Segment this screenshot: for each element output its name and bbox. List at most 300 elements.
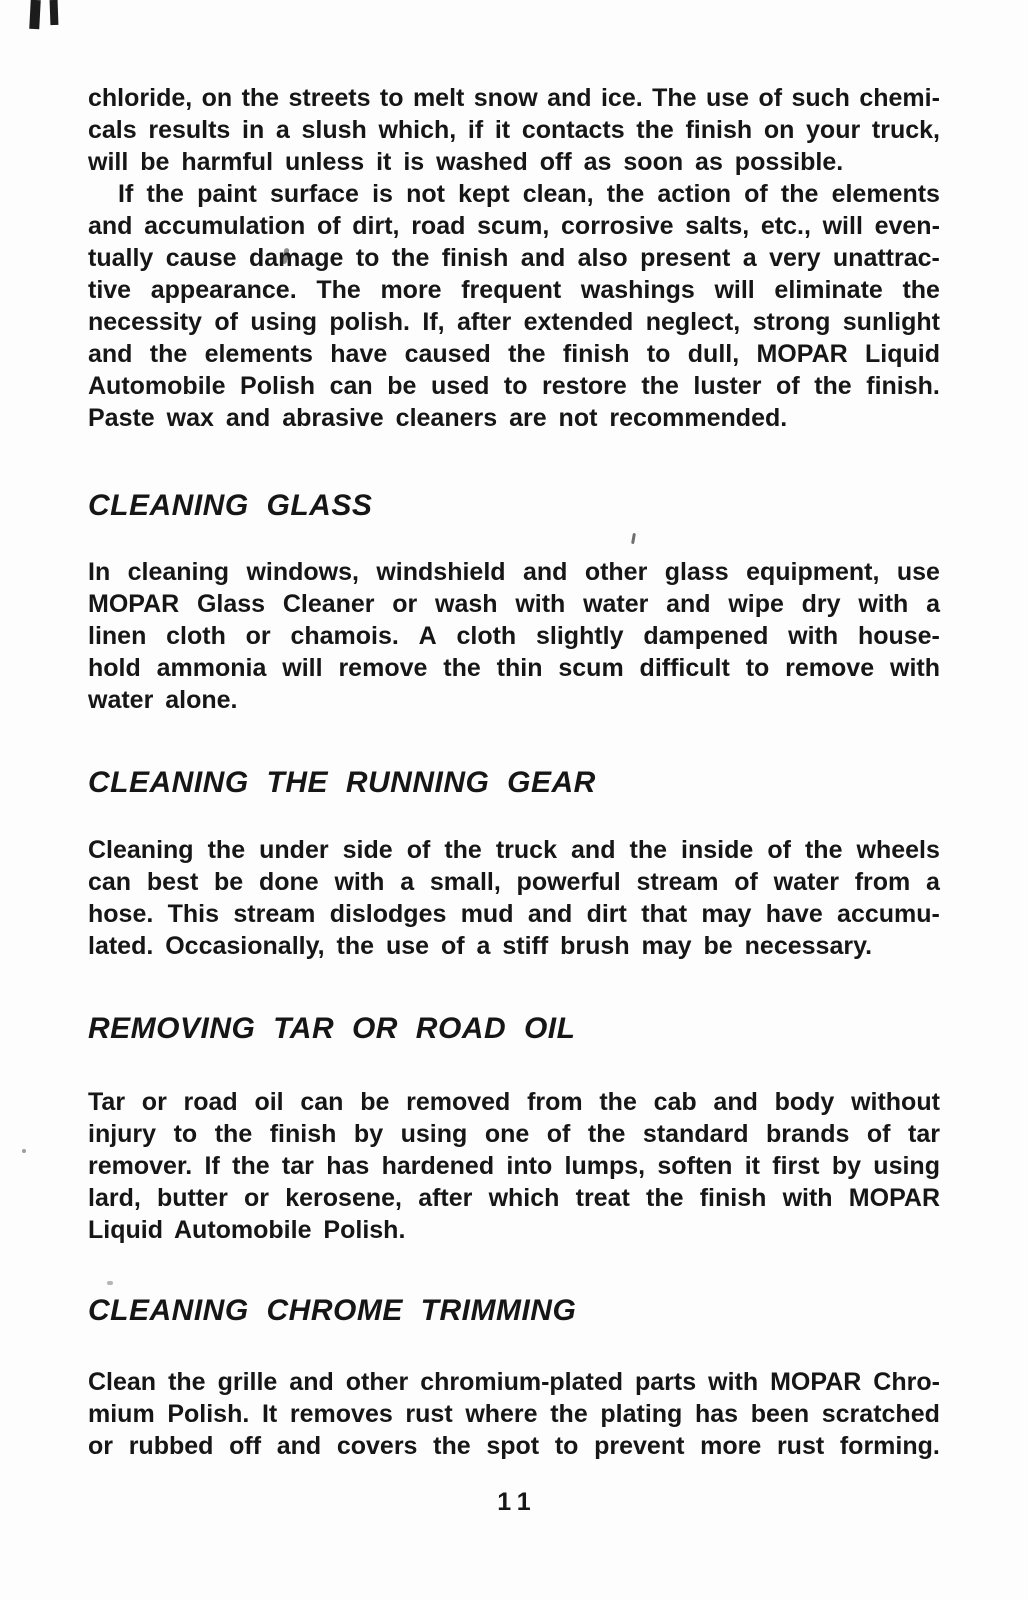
word: it — [494, 116, 511, 144]
word: the — [804, 836, 843, 864]
word: the — [168, 1368, 206, 1396]
word: with — [708, 1368, 759, 1396]
text-line — [88, 114, 940, 146]
section-heading: CLEANING CHROME TRIMMING — [88, 1294, 577, 1327]
word: the — [636, 116, 674, 144]
word: in — [242, 116, 265, 144]
word: the — [444, 836, 482, 864]
word: into — [506, 1152, 553, 1180]
word: wheels — [856, 836, 940, 864]
word: after — [418, 1184, 473, 1212]
word: will — [822, 212, 863, 240]
word: sunlight — [842, 308, 940, 336]
word: that — [641, 900, 688, 928]
word: with — [858, 590, 909, 618]
word: It — [261, 1400, 278, 1428]
section-paragraphs — [88, 82, 940, 434]
word: rust — [776, 1432, 825, 1460]
word: elements — [831, 180, 940, 208]
word: a — [926, 868, 940, 896]
word: if — [467, 116, 484, 144]
word: of — [406, 836, 431, 864]
word: can — [88, 868, 132, 896]
word: first — [772, 1152, 820, 1180]
text-line — [88, 242, 940, 274]
text-line: lated. Occasionally, the use of a stiff brush may be necessary. — [88, 932, 873, 960]
word: road — [183, 1088, 238, 1116]
word: with — [515, 590, 566, 618]
word: accumu- — [837, 900, 940, 928]
word: the — [902, 276, 940, 304]
word: covers — [336, 1432, 418, 1460]
word: A — [418, 622, 437, 650]
word: Glass — [196, 590, 266, 618]
word: by — [831, 1152, 861, 1180]
word: Polish — [240, 372, 316, 400]
word: the — [587, 1120, 626, 1148]
word: house- — [857, 622, 940, 650]
word: strong — [752, 308, 831, 336]
word: or — [244, 1184, 270, 1212]
word: water — [773, 868, 839, 896]
ink-speck — [107, 1281, 113, 1285]
word: using — [873, 1152, 940, 1180]
word: from — [527, 1088, 583, 1116]
word: finish — [685, 116, 753, 144]
word: soften — [657, 1152, 733, 1180]
word: your — [806, 116, 861, 144]
word: dirt, — [352, 212, 400, 240]
word: to — [745, 654, 770, 682]
word: of — [758, 84, 783, 112]
word: the — [146, 180, 184, 208]
word: can — [329, 372, 373, 400]
word: and — [527, 900, 573, 928]
word: snow — [473, 84, 538, 112]
text-line — [88, 274, 940, 306]
word: cab — [653, 1088, 697, 1116]
word: finish — [269, 1120, 337, 1148]
word: Automobile — [88, 372, 226, 400]
word: If, — [422, 308, 445, 336]
word: streets — [288, 84, 371, 112]
word: Tar — [88, 1088, 126, 1116]
text-line — [88, 178, 940, 210]
word: Polish. — [167, 1400, 250, 1428]
text-line — [88, 1430, 940, 1462]
word: extended — [523, 308, 634, 336]
word: of — [734, 868, 758, 896]
word: cause — [165, 244, 237, 272]
word: the — [508, 340, 546, 368]
word: or — [141, 1088, 167, 1116]
section-heading: REMOVING TAR OR ROAD OIL — [88, 1012, 576, 1045]
word: remove — [338, 654, 428, 682]
word: chemi- — [859, 84, 940, 112]
word: hold — [88, 654, 141, 682]
binding-mark-icon — [29, 0, 41, 29]
word: luster — [693, 372, 762, 400]
word: or — [88, 1432, 113, 1460]
word: using — [400, 1120, 468, 1148]
ink-speck — [22, 1149, 26, 1153]
word: side — [342, 836, 393, 864]
word: done — [258, 868, 319, 896]
word: very — [769, 244, 821, 272]
word: other — [345, 1368, 409, 1396]
word: wipe — [728, 590, 784, 618]
word: the — [629, 836, 668, 864]
word: can — [300, 1088, 344, 1116]
word: not — [406, 180, 445, 208]
word: a — [400, 868, 415, 896]
word: The — [316, 276, 361, 304]
word: of — [214, 308, 238, 336]
word: such — [791, 84, 850, 112]
word: of — [316, 212, 341, 240]
word: Cleaning — [88, 836, 194, 864]
word: slightly — [536, 622, 624, 650]
text-line — [88, 588, 940, 620]
word: chamois. — [290, 622, 399, 650]
word: appearance. — [150, 276, 297, 304]
word: wash — [435, 590, 498, 618]
word: with — [788, 622, 839, 650]
word: the — [241, 84, 280, 112]
word: This — [167, 900, 220, 928]
word: be — [387, 372, 417, 400]
word: thin — [496, 654, 543, 682]
word: the — [443, 654, 481, 682]
word: use — [896, 558, 940, 586]
word: melt — [412, 84, 465, 112]
word: unattrac- — [832, 244, 940, 272]
word: and — [88, 212, 133, 240]
word: linen — [88, 622, 147, 650]
word: and — [571, 836, 616, 864]
word: a — [275, 116, 290, 144]
word: tar — [908, 1120, 940, 1148]
word: from — [854, 868, 911, 896]
word: of — [767, 836, 791, 864]
text-line: Liquid Automobile Polish. — [88, 1216, 406, 1244]
word: finish — [562, 340, 630, 368]
word: hardened — [381, 1152, 495, 1180]
text-line — [88, 898, 940, 930]
word: Clean — [88, 1368, 157, 1396]
word: dirt — [586, 900, 627, 928]
word: neglect, — [645, 308, 741, 336]
word: corrosive — [561, 212, 674, 240]
word: MOPAR — [88, 590, 180, 618]
word: stream — [233, 900, 316, 928]
text-line — [88, 834, 940, 866]
word: used — [430, 372, 490, 400]
word: MOPAR — [770, 1368, 862, 1396]
word: butter — [157, 1184, 228, 1212]
word: kerosene, — [285, 1184, 402, 1212]
text-line — [88, 1150, 940, 1182]
word: etc., — [760, 212, 811, 240]
word: chloride, — [88, 84, 193, 112]
word: chromium-plated — [420, 1368, 624, 1396]
word: other — [584, 558, 648, 586]
text-line — [88, 82, 940, 114]
text-line — [88, 1182, 940, 1214]
word: the — [232, 1152, 270, 1180]
word: necessity — [88, 308, 202, 336]
word: stream — [636, 868, 719, 896]
word: which, — [378, 116, 457, 144]
word: the — [646, 1184, 684, 1212]
word: powerful — [516, 868, 621, 896]
word: more — [700, 1432, 762, 1460]
word: on — [201, 84, 233, 112]
word: dry — [801, 590, 841, 618]
word: scratched — [821, 1400, 940, 1428]
section-paragraphs — [88, 834, 940, 962]
word: mium — [88, 1400, 155, 1428]
word: windows, — [246, 558, 359, 586]
word: the — [641, 372, 679, 400]
binding-mark-icon — [50, 0, 59, 25]
word: a — [742, 244, 757, 272]
word: spot — [486, 1432, 540, 1460]
word: cleaning — [127, 558, 230, 586]
word: hose. — [88, 900, 154, 928]
word: off — [229, 1432, 262, 1460]
word: the — [550, 1400, 588, 1428]
word: after — [456, 308, 512, 336]
text-line — [88, 1366, 940, 1398]
word: brands — [766, 1120, 850, 1148]
word: have — [330, 340, 388, 368]
word: which — [488, 1184, 560, 1212]
word: present — [640, 244, 731, 272]
text-line — [88, 370, 940, 402]
word: the — [214, 1120, 253, 1148]
word: parts — [635, 1368, 697, 1396]
word: Chro- — [873, 1368, 940, 1396]
text-line: water alone. — [88, 686, 238, 714]
word: one — [484, 1120, 530, 1148]
word: to — [379, 84, 404, 112]
word: remover. — [88, 1152, 193, 1180]
section-heading: CLEANING THE RUNNING GEAR — [88, 766, 596, 799]
word: using — [250, 308, 318, 336]
word: the — [606, 180, 645, 208]
word: without — [851, 1088, 940, 1116]
word: under — [259, 836, 329, 864]
word: with — [782, 1184, 833, 1212]
word: of — [776, 372, 800, 400]
word: body — [774, 1088, 835, 1116]
word: If — [118, 180, 134, 208]
word: forming. — [839, 1432, 940, 1460]
word: contacts — [521, 116, 625, 144]
word: windshield — [376, 558, 506, 586]
section-paragraphs — [88, 1086, 940, 1246]
word: a — [926, 590, 940, 618]
word: finish. — [866, 372, 940, 400]
word: it — [744, 1152, 760, 1180]
word: eliminate — [774, 276, 883, 304]
text-line — [88, 1086, 940, 1118]
word: surface — [269, 180, 359, 208]
text-line — [88, 306, 940, 338]
word: by — [353, 1120, 384, 1148]
word: results — [148, 116, 231, 144]
word: treat — [575, 1184, 630, 1212]
word: clean, — [522, 180, 594, 208]
word: be — [214, 868, 244, 896]
text-line — [88, 338, 940, 370]
word: finish — [699, 1184, 767, 1212]
word: and — [522, 558, 568, 586]
word: the — [599, 1088, 637, 1116]
word: and — [88, 340, 133, 368]
word: standard — [642, 1120, 749, 1148]
word: to — [173, 1120, 198, 1148]
word: rust — [405, 1400, 453, 1428]
word: frequent — [461, 276, 562, 304]
word: paint — [197, 180, 257, 208]
word: road — [411, 212, 466, 240]
word: best — [146, 868, 199, 896]
word: of — [546, 1120, 571, 1148]
word: ice. — [600, 84, 643, 112]
word: with — [334, 868, 385, 896]
word: been — [750, 1400, 810, 1428]
section-paragraphs — [88, 1366, 940, 1462]
word: injury — [88, 1120, 157, 1148]
stray-ink-tick — [631, 533, 636, 544]
word: slush — [301, 116, 367, 144]
text-line — [88, 556, 940, 588]
word: will — [714, 276, 755, 304]
text-line: will be harmful unless it is washed off as soon as possible. — [88, 148, 844, 176]
word: even- — [874, 212, 940, 240]
text-line: Paste wax and abrasive cleaners are not recommended. — [88, 404, 788, 432]
word: has — [326, 1152, 370, 1180]
word: MOPAR — [848, 1184, 940, 1212]
word: prevent — [594, 1432, 685, 1460]
text-line — [88, 866, 940, 898]
word: the — [149, 340, 188, 368]
word: accumulation — [144, 212, 306, 240]
word: with — [890, 654, 940, 682]
word: water — [583, 590, 649, 618]
word: to — [503, 372, 528, 400]
word: removed — [406, 1088, 511, 1116]
word: on — [763, 116, 795, 144]
word: will — [282, 654, 323, 682]
word: be — [360, 1088, 390, 1116]
word: lard, — [88, 1184, 141, 1212]
word: lumps, — [564, 1152, 646, 1180]
word: elements — [204, 340, 313, 368]
word: the — [814, 372, 852, 400]
word: plating — [600, 1400, 683, 1428]
word: kept — [458, 180, 510, 208]
word: to — [646, 340, 671, 368]
word: remove — [785, 654, 875, 682]
word: is — [372, 180, 393, 208]
text-line — [88, 620, 940, 652]
word: dampened — [643, 622, 769, 650]
word: of — [744, 180, 768, 208]
word: salts, — [685, 212, 750, 240]
word: tually — [88, 244, 154, 272]
word: also — [577, 244, 628, 272]
word: where — [465, 1400, 538, 1428]
text-line — [88, 1118, 940, 1150]
word: of — [866, 1120, 891, 1148]
word: grille — [217, 1368, 278, 1396]
word: tive — [88, 276, 132, 304]
word: and — [666, 590, 711, 618]
word: to — [355, 244, 380, 272]
word: or — [245, 622, 271, 650]
word: may — [701, 900, 752, 928]
word: The — [652, 84, 697, 112]
word: the — [207, 836, 246, 864]
word: scum, — [477, 212, 550, 240]
text-line — [88, 652, 940, 684]
text-line — [88, 1398, 940, 1430]
word: action — [657, 180, 731, 208]
word: and — [547, 84, 592, 112]
word: MOPAR — [756, 340, 848, 368]
word: has — [694, 1400, 739, 1428]
word: ammonia — [156, 654, 267, 682]
word: washings — [580, 276, 695, 304]
word: cals — [88, 116, 137, 144]
word: cloth — [456, 622, 517, 650]
word: more — [380, 276, 442, 304]
word: scum — [558, 654, 624, 682]
word: equipment, — [746, 558, 880, 586]
word: dislodges — [329, 900, 447, 928]
word: and — [520, 244, 566, 272]
word: cloth — [166, 622, 226, 650]
word: the — [391, 244, 430, 272]
word: and — [713, 1088, 758, 1116]
word: damage — [248, 244, 344, 272]
word: and — [276, 1432, 322, 1460]
word: use — [705, 84, 750, 112]
word: truck — [495, 836, 557, 864]
word: and — [289, 1368, 334, 1396]
word: the — [433, 1432, 471, 1460]
word: Liquid — [865, 340, 940, 368]
word: have — [765, 900, 823, 928]
word: finish — [441, 244, 509, 272]
word: rubbed — [128, 1432, 214, 1460]
word: truck, — [871, 116, 940, 144]
word: removes — [289, 1400, 393, 1428]
word: In — [88, 558, 111, 586]
word: restore — [542, 372, 627, 400]
section-paragraphs — [88, 556, 940, 716]
word: polish. — [329, 308, 410, 336]
word: If — [204, 1152, 220, 1180]
word: caused — [404, 340, 491, 368]
word: glass — [664, 558, 729, 586]
word: difficult — [639, 654, 730, 682]
word: small, — [429, 868, 501, 896]
word: inside — [681, 836, 754, 864]
